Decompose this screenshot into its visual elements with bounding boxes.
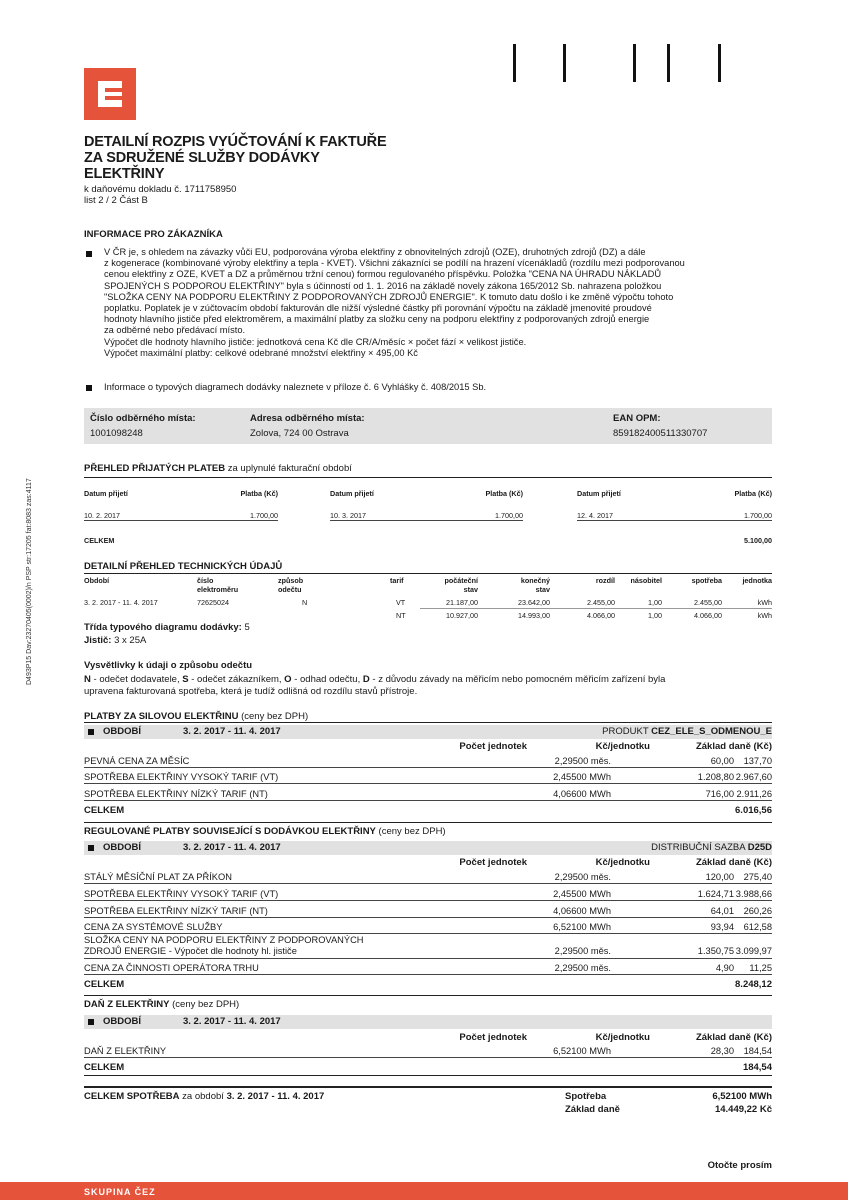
regulated-total-value: 8.248,12 [735,979,772,990]
info-line: poplatku. Poplatek je v zúčtovacím období fakturován dle nižší výsledné částky při porovnání výpočtu na základě jmenovité proudové [104,303,652,314]
technical-heading: DETAILNÍ PŘEHLED TECHNICKÝCH ÚDAJŮ [84,561,283,572]
info-heading: INFORMACE PRO ZÁKAZNÍKA [84,229,223,240]
col-price: Kč/jednotku [595,741,650,752]
table-row: DAŇ Z ELEKTŘINY 6,52100 MWh 28,30 184,54 [84,1046,772,1056]
col-mult: násobitel [630,576,662,585]
col-cons: spotřeba [691,576,722,585]
info-line: hodnoty hlavního jističe před elektroměrem, a maximální platby za složku ceny na podporu elektřiny z podporovaných zdrojů energie [104,314,650,325]
bullet-icon [88,1019,94,1025]
tax-total-value: 184,54 [742,1062,772,1073]
col-start: počáteční stav [444,576,478,594]
doc-reference: k daňovému dokladu č. 1711758950 [84,184,237,195]
table-row: SPOTŘEBA ELEKTŘINY NÍZKÝ TARIF (NT) 4,06600 MWh 716,00 2.911,26 [84,789,772,799]
table-row: CENA ZA SYSTÉMOVÉ SLUŽBY 6,52100 MWh 93,94 612,58 [84,922,772,932]
payment-amount: 1.700,00 [495,511,523,520]
tax-heading: DAŇ Z ELEKTŘINY (ceny bez DPH) [84,999,240,1010]
divider [84,1075,772,1076]
tech-end: 14.993,00 [518,611,550,620]
ean-label: EAN OPM: [613,413,661,424]
info-line: cenou elektřiny z OZE, KVET a DZ a průměrnou tržní cenou) formou regulovaného příspěvku. Položka "CENA NA ÚHRADU NÁKLADŮ [104,269,662,280]
tech-tariff: NT [396,611,406,620]
tech-unit: kWh [757,611,772,620]
place-address-value: Zolova, 724 00 Ostrava [250,428,349,439]
col-amount: Platba (Kč) [485,489,523,498]
period-label: OBDOBÍ [103,1016,141,1027]
col-price: Kč/jednotku [595,857,650,868]
period-value: 3. 2. 2017 - 11. 4. 2017 [183,842,281,853]
diagram-class: Třída typového diagramu dodávky: 5 [84,622,250,633]
tech-meter: 72625024 [197,598,229,607]
place-address-label: Adresa odběrného místa: [250,413,365,424]
power-total-label: CELKEM [84,805,125,816]
regulated-heading: REGULOVANÉ PLATBY SOUVISEJÍCÍ S DODÁVKOU ELEKTŘINY (ceny bez DPH) [84,826,446,837]
sheet-number: list 2 / 2 Část B [84,195,148,206]
title-line: ZA SDRUŽENÉ SLUŽBY DODÁVKY [84,150,320,166]
power-heading: PLATBY ZA SILOVOU ELEKTŘINU (ceny bez DPH) [84,711,309,722]
info-line: z kogenerace (kombinované výroby elektřiny a tepla - KVET). Všichni zákazníci se podílí na hrazení vícenákladů (rozdílu mezi podporovanou [104,258,685,269]
regulated-total-label: CELKEM [84,979,125,990]
divider [84,573,772,574]
summary-base-value: 14.449,22 Kč [714,1104,772,1115]
breaker: Jistič: 3 x 25A [84,635,147,646]
tech-start: 21.187,00 [446,598,478,607]
col-tariff: tarif [390,576,404,585]
barcode-mark [513,44,516,82]
bullet-icon [86,251,92,257]
payment-row [577,511,772,521]
period-label: OBDOBÍ [103,842,141,853]
payment-row [330,511,523,521]
table-row: SPOTŘEBA ELEKTŘINY NÍZKÝ TARIF (NT) 4,06600 MWh 64,01 260,26 [84,906,772,916]
tax-total-label: CELKEM [84,1062,125,1073]
payments-total-label: CELKEM [84,536,115,545]
distribution-rate: DISTRIBUČNÍ SAZBA D25D [651,842,772,853]
place-id-label: Číslo odběrného místa: [90,413,196,424]
col-price: Kč/jednotku [595,1032,650,1043]
period-value: 3. 2. 2017 - 11. 4. 2017 [183,1016,281,1027]
side-print-code: D493P15 Dav:23270405(0002)/n PSP str:17205 fat:8083 zas:4117 [26,478,33,685]
payment-date: 12. 4. 2017 [577,511,613,520]
legend-heading: Vysvětlivky k údaji o způsobu odečtu [84,660,253,671]
payments-total-value: 5.100,00 [744,536,772,545]
info-line: Výpočet dle hodnoty hlavního jističe: jednotková cena Kč dle CR/A/měsíc × počet fází × velikost jističe. [104,336,527,347]
info-line: V ČR je, s ohledem na závazky vůči EU, podporována výroba elektřiny z obnovitelných zdrojů (OZE), druhotných zdrojů (DZ) a dále [104,247,646,257]
tech-tariff: VT [396,598,406,607]
bullet-icon [86,385,92,391]
info-line: Výpočet maximální platby: celkové odebrané množství elektřiny × 495,00 Kč [104,347,418,358]
col-date: Datum přijetí [577,489,621,498]
col-unit: jednotka [742,576,772,585]
table-row: STÁLÝ MĚSÍČNÍ PLAT ZA PŘÍKON 2,29500 měs. 120,00 275,40 [84,872,772,882]
tech-end: 23.642,00 [518,598,550,607]
legend-line: N - odečet dodavatele, S - odečet zákazníkem, O - odhad odečtu, D - z důvodu závady na měřicím nebo pomocném měřicím zařízení byla [84,674,666,685]
ean-value: 859182400511330707 [613,428,708,439]
col-diff: rozdíl [595,576,615,585]
col-units: Počet jednotek [459,741,527,752]
info-line: "SLOŽKA CENY NA PODPORU ELEKTŘINY Z PODPOROVANÝCH ZDROJŮ ENERGIE". K tomuto datu došlo i ke změně výpočtu tohoto [104,291,674,302]
bullet-icon [88,845,94,851]
divider [84,822,772,823]
col-end: konečný stav [520,576,550,594]
cez-logo-icon [84,68,136,120]
power-total-value: 6.016,56 [735,805,772,816]
col-date: Datum přijetí [330,489,374,498]
cez-logo [84,68,136,120]
tech-diff: 2.455,00 [587,598,615,607]
tech-period: 3. 2. 2017 - 11. 4. 2017 [84,598,158,607]
col-base: Základ daně (Kč) [695,857,772,868]
tech-cons: 2.455,00 [694,598,722,607]
payment-date: 10. 3. 2017 [330,511,366,520]
col-base: Základ daně (Kč) [695,741,772,752]
col-units: Počet jednotek [459,857,527,868]
period-label: OBDOBÍ [103,726,141,737]
product: PRODUKT CEZ_ELE_S_ODMENOU_E [602,726,772,737]
bullet-icon [88,729,94,735]
barcode-mark [718,44,721,82]
col-date: Datum přijetí [84,489,128,498]
tech-cons: 4.066,00 [694,611,722,620]
tech-start: 10.927,00 [446,611,478,620]
payment-date: 10. 2. 2017 [84,511,120,520]
summary-base-label: Základ daně [565,1104,620,1115]
tech-unit: kWh [757,598,772,607]
turn-over-note: Otočte prosím [707,1160,772,1171]
table-row: CENA ZA ČINNOSTI OPERÁTORA TRHU 2,29500 měs. 4,90 11,25 [84,963,772,973]
summary-cons-value: 6,52100 MWh [712,1091,772,1102]
info-line: za odběrné nebo předávací místo. [104,325,246,336]
payment-amount: 1.700,00 [744,511,772,520]
col-method: způsob odečtu [278,576,304,594]
place-id-value: 1001098248 [90,428,143,439]
table-row: PEVNÁ CENA ZA MĚSÍC 2,29500 měs. 60,00 137,70 [84,756,772,766]
divider [84,722,772,723]
barcode-mark [633,44,636,82]
table-row: SPOTŘEBA ELEKTŘINY VYSOKÝ TARIF (VT) 2,45500 MWh 1.208,80 2.967,60 [84,772,772,782]
divider [84,1086,772,1088]
col-amount: Platba (Kč) [734,489,772,498]
summary-title: CELKEM SPOTŘEBA za období 3. 2. 2017 - 11. 4. 2017 [84,1091,325,1102]
divider [420,608,772,609]
divider [84,477,772,478]
table-row: SPOTŘEBA ELEKTŘINY VYSOKÝ TARIF (VT) 2,45500 MWh 1.624,71 3.988,66 [84,889,772,899]
footer-brand: SKUPINA ČEZ [84,1187,156,1197]
col-base: Základ daně (Kč) [695,1032,772,1043]
summary-cons-label: Spotřeba [565,1091,607,1102]
payments-title: PŘEHLED PŘIJATÝCH PLATEB [84,463,226,474]
col-meter: číslo elektroměru [197,576,239,594]
payment-amount: 1.700,00 [250,511,278,520]
tech-mult: 1,00 [648,611,662,620]
payments-title-suffix: za uplynulé fakturační období [225,463,352,474]
document-title [84,134,386,206]
title-line: DETAILNÍ ROZPIS VYÚČTOVÁNÍ K FAKTUŘE [84,134,387,150]
divider [84,995,772,996]
info-paragraph [104,247,772,359]
payments-heading [84,463,352,474]
barcode-mark [563,44,566,82]
col-amount: Platba (Kč) [240,489,278,498]
period-value: 3. 2. 2017 - 11. 4. 2017 [183,726,281,737]
barcode-mark [667,44,670,82]
payment-row [84,511,278,521]
info-line: SPOJENÝCH S PODPOROU ELEKTŘINY" byla s účinností od 1. 1. 2016 na základě novely zákona 165/2012 Sb. nahrazena položkou [104,280,662,291]
tech-mult: 1,00 [648,598,662,607]
table-row: SLOŽKA CENY NA PODPORU ELEKTŘINY Z PODPOROVANÝCH ZDROJŮ ENERGIE - Výpočet dle hodnoty hl. jističe 2,29500 měs. 1.350,75 3.099,97 [84,935,772,959]
col-period: Období [84,576,110,585]
tech-diff: 4.066,00 [587,611,615,620]
title-line: ELEKTŘINY [84,166,165,182]
legend-line: upravena fakturovaná spotřeba, která je tudíž odlišná od rozdílu stavů přístroje. [84,686,418,697]
info-diagram-note: Informace o typových diagramech dodávky naleznete v příloze č. 6 Vyhlášky č. 408/2015 Sb. [104,382,487,392]
footer-band [0,1182,848,1200]
col-units: Počet jednotek [459,1032,527,1043]
tech-method: N [302,598,308,607]
